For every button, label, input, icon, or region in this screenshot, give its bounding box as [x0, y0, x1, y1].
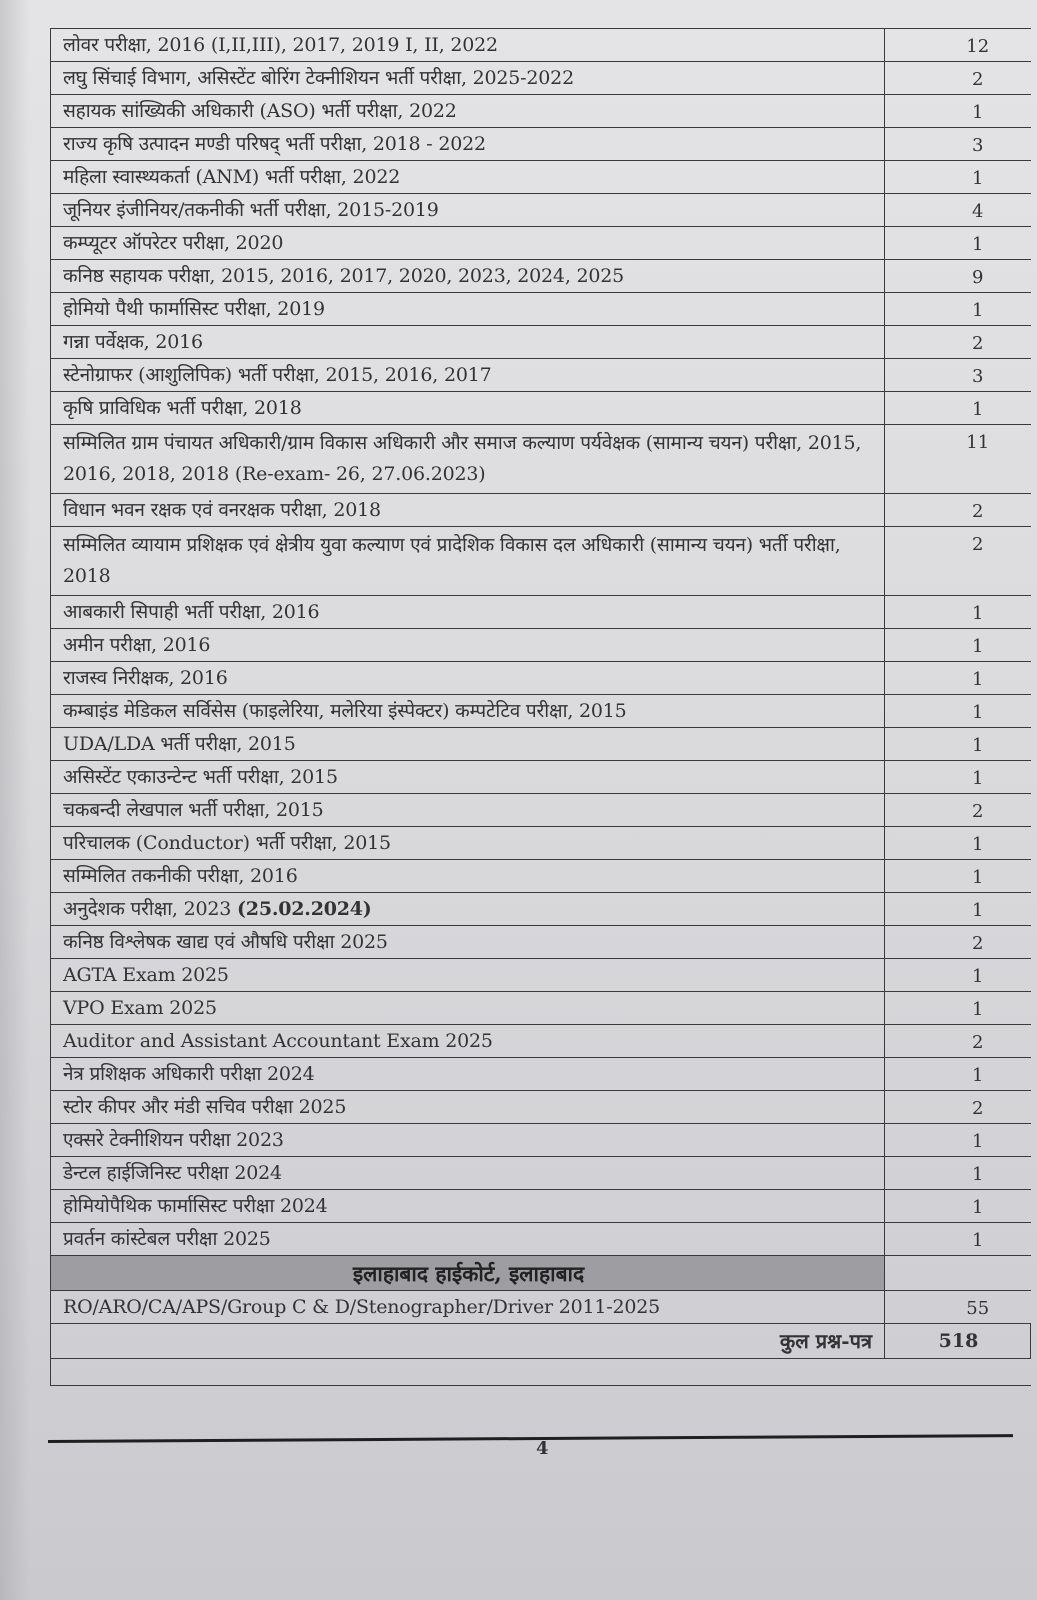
page-edge-shadow [0, 0, 30, 1600]
exam-name: RO/ARO/CA/APS/Group C & D/Stenographer/Driver 2011-2025 [51, 1291, 885, 1324]
section-title: इलाहाबाद हाईकोर्ट, इलाहाबाद [51, 1256, 885, 1291]
table-row [51, 959, 1031, 992]
table-row [51, 728, 1031, 761]
table-row [51, 62, 1031, 95]
spacer-cell [885, 1359, 1031, 1386]
table-row [51, 1291, 1031, 1324]
paper-count: 1 [885, 1157, 1031, 1190]
exam-table [50, 28, 1031, 1386]
exam-name: नेत्र प्रशिक्षक अधिकारी परीक्षा 2024 [51, 1058, 885, 1091]
table-row [51, 629, 1031, 662]
exam-name: एक्सरे टेक्नीशियन परीक्षा 2023 [51, 1124, 885, 1157]
table-row [51, 1091, 1031, 1124]
footer-rule [48, 1434, 1013, 1443]
exam-name: कम्बाइंड मेडिकल सर्विसेस (फाइलेरिया, मलेरिया इंस्पेक्टर) कम्पटेटिव परीक्षा, 2015 [51, 695, 885, 728]
paper-count: 2 [885, 62, 1031, 95]
table-row [51, 161, 1031, 194]
table-row [51, 860, 1031, 893]
exam-papers-table [50, 28, 1030, 1386]
page-number: 4 [536, 1438, 549, 1459]
table-bottom-spacer [51, 1359, 1031, 1386]
table-row [51, 128, 1031, 161]
paper-count: 1 [885, 1190, 1031, 1223]
paper-count: 1 [885, 959, 1031, 992]
table-row [51, 260, 1031, 293]
paper-count: 1 [885, 1223, 1031, 1256]
paper-count: 1 [885, 596, 1031, 629]
paper-count: 1 [885, 761, 1031, 794]
table-row [51, 293, 1031, 326]
table-row [51, 425, 1031, 494]
paper-count: 2 [885, 494, 1031, 527]
table-row [51, 893, 1031, 926]
paper-count: 1 [885, 728, 1031, 761]
paper-count: 3 [885, 359, 1031, 392]
table-row [51, 326, 1031, 359]
paper-count: 1 [885, 695, 1031, 728]
exam-name: स्टोर कीपर और मंडी सचिव परीक्षा 2025 [51, 1091, 885, 1124]
paper-count: 1 [885, 293, 1031, 326]
exam-name: चकबन्दी लेखपाल भर्ती परीक्षा, 2015 [51, 794, 885, 827]
exam-name: गन्ना पर्वेक्षक, 2016 [51, 326, 885, 359]
exam-name: सम्मिलित तकनीकी परीक्षा, 2016 [51, 860, 885, 893]
exam-name: प्रवर्तन कांस्टेबल परीक्षा 2025 [51, 1223, 885, 1256]
total-label: कुल प्रश्न-पत्र [51, 1324, 885, 1359]
paper-count: 1 [885, 161, 1031, 194]
paper-count: 12 [885, 29, 1031, 62]
exam-name: सम्मिलित ग्राम पंचायत अधिकारी/ग्राम विकास अधिकारी और समाज कल्याण पर्यवेक्षक (सामान्य चयन) परीक्षा, 2015, 2016, 2018, 2018 (Re-exam- 26, 27.06.2023) [51, 425, 885, 494]
paper-count: 2 [885, 794, 1031, 827]
table-row [51, 926, 1031, 959]
exam-date-bold: (25.02.2024) [237, 897, 372, 920]
paper-count: 1 [885, 893, 1031, 926]
table-row [51, 596, 1031, 629]
section-header-row [51, 1256, 1031, 1291]
paper-count: 1 [885, 1124, 1031, 1157]
exam-name: परिचालक (Conductor) भर्ती परीक्षा, 2015 [51, 827, 885, 860]
paper-count: 2 [885, 1025, 1031, 1058]
paper-count: 1 [885, 227, 1031, 260]
exam-name: लोवर परीक्षा, 2016 (I,II,III), 2017, 2019 I, II, 2022 [51, 29, 885, 62]
table-row [51, 95, 1031, 128]
exam-name: होमियोपैथिक फार्मासिस्ट परीक्षा 2024 [51, 1190, 885, 1223]
table-row [51, 392, 1031, 425]
table-row [51, 761, 1031, 794]
exam-name: राज्य कृषि उत्पादन मण्डी परिषद् भर्ती परीक्षा, 2018 - 2022 [51, 128, 885, 161]
table-row [51, 1157, 1031, 1190]
table-row [51, 1058, 1031, 1091]
paper-count: 11 [885, 425, 1031, 494]
paper-count: 2 [885, 926, 1031, 959]
exam-name: जूनियर इंजीनियर/तकनीकी भर्ती परीक्षा, 2015-2019 [51, 194, 885, 227]
paper-count: 1 [885, 629, 1031, 662]
exam-name: कृषि प्राविधिक भर्ती परीक्षा, 2018 [51, 392, 885, 425]
paper-count: 1 [885, 827, 1031, 860]
exam-name: सहायक सांख्यिकी अधिकारी (ASO) भर्ती परीक्षा, 2022 [51, 95, 885, 128]
exam-name: महिला स्वास्थ्यकर्ता (ANM) भर्ती परीक्षा, 2022 [51, 161, 885, 194]
exam-name: कनिष्ठ सहायक परीक्षा, 2015, 2016, 2017, 2020, 2023, 2024, 2025 [51, 260, 885, 293]
exam-name: कनिष्ठ विश्लेषक खाद्य एवं औषधि परीक्षा 2025 [51, 926, 885, 959]
table-row [51, 227, 1031, 260]
paper-count: 9 [885, 260, 1031, 293]
paper-count: 1 [885, 1058, 1031, 1091]
exam-name: विधान भवन रक्षक एवं वनरक्षक परीक्षा, 2018 [51, 494, 885, 527]
table-row [51, 194, 1031, 227]
paper-count: 1 [885, 860, 1031, 893]
paper-count: 1 [885, 662, 1031, 695]
spacer-cell [51, 1359, 885, 1386]
exam-name: लघु सिंचाई विभाग, असिस्टेंट बोरिंग टेक्नीशियन भर्ती परीक्षा, 2025-2022 [51, 62, 885, 95]
paper-count: 4 [885, 194, 1031, 227]
exam-name: अमीन परीक्षा, 2016 [51, 629, 885, 662]
exam-name: AGTA Exam 2025 [51, 959, 885, 992]
table-row [51, 1124, 1031, 1157]
exam-name: होमियो पैथी फार्मासिस्ट परीक्षा, 2019 [51, 293, 885, 326]
exam-name: कम्प्यूटर ऑपरेटर परीक्षा, 2020 [51, 227, 885, 260]
table-row [51, 527, 1031, 596]
table-row [51, 494, 1031, 527]
exam-name [51, 893, 885, 926]
table-body [51, 29, 1031, 1386]
exam-name: स्टेनोग्राफर (आशुलिपिक) भर्ती परीक्षा, 2015, 2016, 2017 [51, 359, 885, 392]
exam-name-text: अनुदेशक परीक्षा, 2023 [63, 897, 238, 920]
paper-count: 2 [885, 527, 1031, 596]
exam-name: VPO Exam 2025 [51, 992, 885, 1025]
exam-name: Auditor and Assistant Accountant Exam 2025 [51, 1025, 885, 1058]
paper-count: 1 [885, 392, 1031, 425]
paper-count: 2 [885, 326, 1031, 359]
paper-count: 2 [885, 1091, 1031, 1124]
table-row [51, 1190, 1031, 1223]
paper-count: 3 [885, 128, 1031, 161]
table-row [51, 359, 1031, 392]
exam-name: आबकारी सिपाही भर्ती परीक्षा, 2016 [51, 596, 885, 629]
total-row [51, 1324, 1031, 1359]
table-row [51, 662, 1031, 695]
exam-name: असिस्टेंट एकाउन्टेन्ट भर्ती परीक्षा, 2015 [51, 761, 885, 794]
exam-name: डेन्टल हाईजिनिस्ट परीक्षा 2024 [51, 1157, 885, 1190]
exam-name: UDA/LDA भर्ती परीक्षा, 2015 [51, 728, 885, 761]
table-row [51, 695, 1031, 728]
table-row [51, 1025, 1031, 1058]
total-value: 518 [885, 1324, 1031, 1359]
table-row [51, 29, 1031, 62]
exam-name: राजस्व निरीक्षक, 2016 [51, 662, 885, 695]
section-count-empty [885, 1256, 1031, 1291]
paper-count: 1 [885, 992, 1031, 1025]
exam-name: सम्मिलित व्यायाम प्रशिक्षक एवं क्षेत्रीय युवा कल्याण एवं प्रादेशिक विकास दल अधिकारी (सामान्य चयन) भर्ती परीक्षा, 2018 [51, 527, 885, 596]
table-row [51, 1223, 1031, 1256]
paper-count: 1 [885, 95, 1031, 128]
table-row [51, 794, 1031, 827]
paper-count: 55 [885, 1291, 1031, 1324]
table-row [51, 827, 1031, 860]
table-row [51, 992, 1031, 1025]
